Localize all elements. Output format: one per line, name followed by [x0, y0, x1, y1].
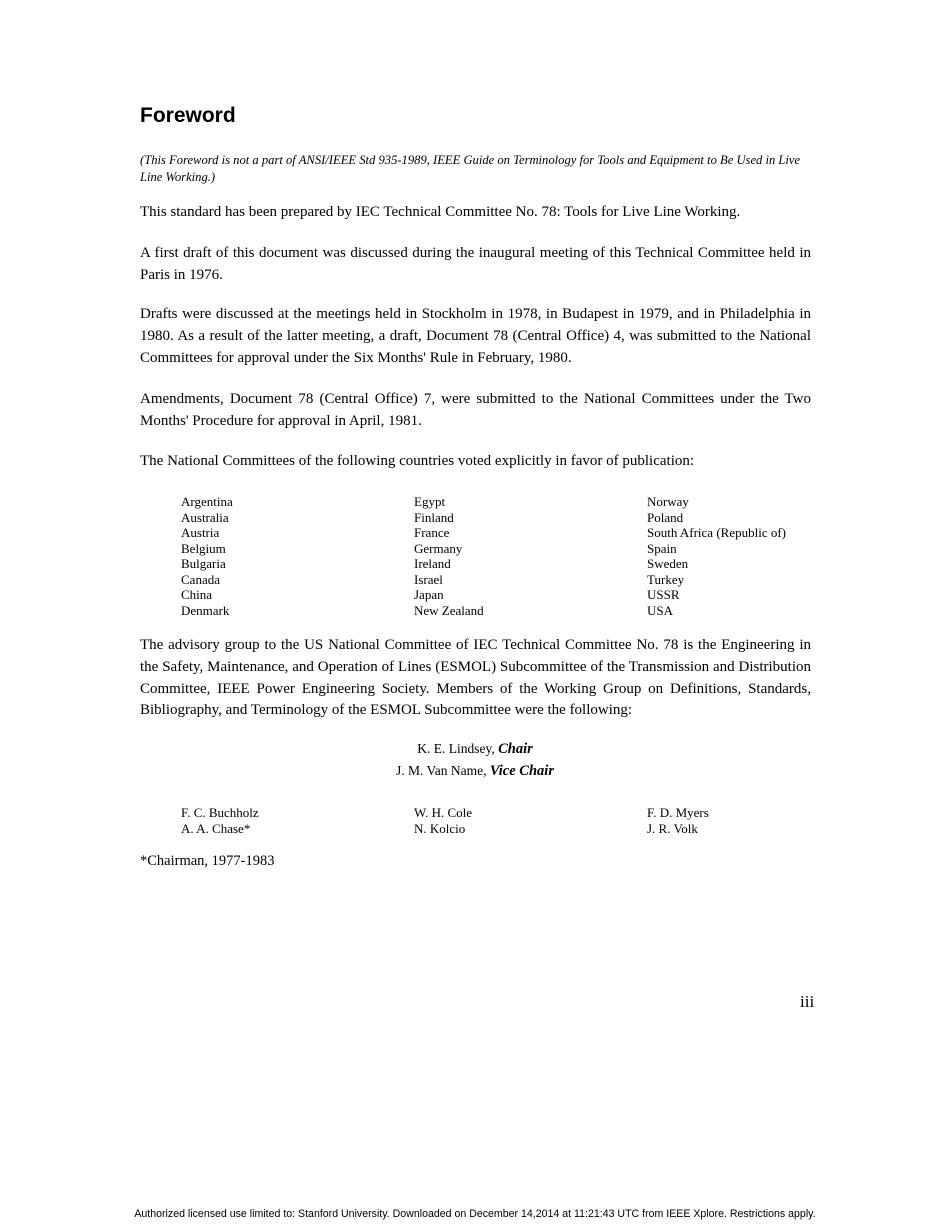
country-item: Argentina	[181, 494, 233, 509]
license-notice: Authorized licensed use limited to: Stanford University. Downloaded on December 14,2014 at 11:21:43 UTC from IEEE Xplore. Restrictions apply.	[134, 1208, 816, 1220]
foreword-disclaimer: (This Foreword is not a part of ANSI/IEEE Std 935-1989, IEEE Guide on Terminology for Tools and Equipment to Be Used in Live Line Working.)	[140, 153, 801, 184]
paragraph-voting-intro: The National Committees of the following countries voted explicitly in favor of publication:	[140, 453, 695, 469]
officer-role: Vice Chair	[489, 763, 554, 779]
officer-vice-chair	[0, 763, 950, 780]
member-list-column-2	[414, 805, 472, 836]
country-item: Australia	[181, 509, 229, 525]
page-number: iii	[800, 992, 815, 1011]
country-item: Spain	[647, 540, 677, 556]
country-list-column-3	[647, 494, 786, 618]
member-list-column-1	[181, 805, 259, 836]
country-item: Israel	[414, 571, 443, 587]
officer-role: Chair	[498, 741, 533, 757]
paragraph-first-draft: A first draft of this document was discussed during the inaugural meeting of this Technical Committee held in Paris in 1976.	[140, 245, 811, 283]
country-item: USA	[647, 602, 674, 618]
officer-name: K. E. Lindsey,	[417, 741, 495, 756]
country-item: Finland	[414, 509, 454, 525]
paragraph-drafts-discussed: Drafts were discussed at the meetings held in Stockholm in 1978, in Budapest in 1979, and in Philadelphia in 1980. As a result of the latter meeting, a draft, Document 78 (Central Office) 4, was submitted to the National Committees for approval under the Six Months' Rule in February, 1980.	[140, 306, 811, 366]
country-item: Egypt	[414, 494, 446, 509]
country-list-column-2	[414, 494, 484, 618]
country-item: Austria	[181, 525, 220, 540]
country-item: New Zealand	[414, 602, 484, 618]
paragraph-advisory-group: The advisory group to the US National Committee of IEC Technical Committee No. 78 is the Engineering in the Safety, Maintenance, and Operation of Lines (ESMOL) Subcommittee of the Transmission and Distribution Committee, IEEE Power Engineering Society. Members of the Working Group on Definitions, Standards, Bibliography, and Terminology of the ESMOL Subcommittee were the following:	[140, 637, 811, 719]
country-item: Belgium	[181, 540, 226, 556]
member-item: N. Kolcio	[414, 820, 466, 836]
country-list-column-1	[181, 494, 233, 618]
page-title: Foreword	[140, 104, 236, 127]
country-item: Sweden	[647, 556, 689, 571]
paragraph-preparation: This standard has been prepared by IEC Technical Committee No. 78: Tools for Live Line Working.	[140, 204, 741, 220]
country-item: France	[414, 525, 450, 540]
country-item: China	[181, 587, 213, 602]
country-item: Japan	[414, 587, 444, 602]
country-item: Poland	[647, 509, 684, 525]
footnote: *Chairman, 1977-1983	[140, 853, 275, 869]
country-item: Turkey	[647, 571, 685, 587]
member-item: F. D. Myers	[647, 805, 709, 820]
country-item: South Africa (Republic of)	[647, 525, 786, 540]
paragraph-amendments: Amendments, Document 78 (Central Office) 7, were submitted to the National Committees under the Two Months' Procedure for approval in April, 1981.	[140, 391, 811, 429]
member-item: J. R. Volk	[647, 820, 698, 836]
officer-name: J. M. Van Name,	[396, 763, 487, 778]
country-item: USSR	[647, 587, 680, 602]
country-item: Germany	[414, 540, 463, 556]
country-item: Ireland	[414, 556, 451, 571]
member-item: A. A. Chase*	[181, 820, 251, 836]
country-item: Bulgaria	[181, 556, 226, 571]
officer-chair	[0, 741, 950, 758]
member-list-column-3	[647, 805, 709, 836]
country-item: Norway	[647, 494, 689, 509]
member-item: W. H. Cole	[414, 805, 473, 820]
member-item: F. C. Buchholz	[181, 805, 259, 820]
country-item: Canada	[181, 571, 220, 587]
country-item: Denmark	[181, 602, 230, 618]
